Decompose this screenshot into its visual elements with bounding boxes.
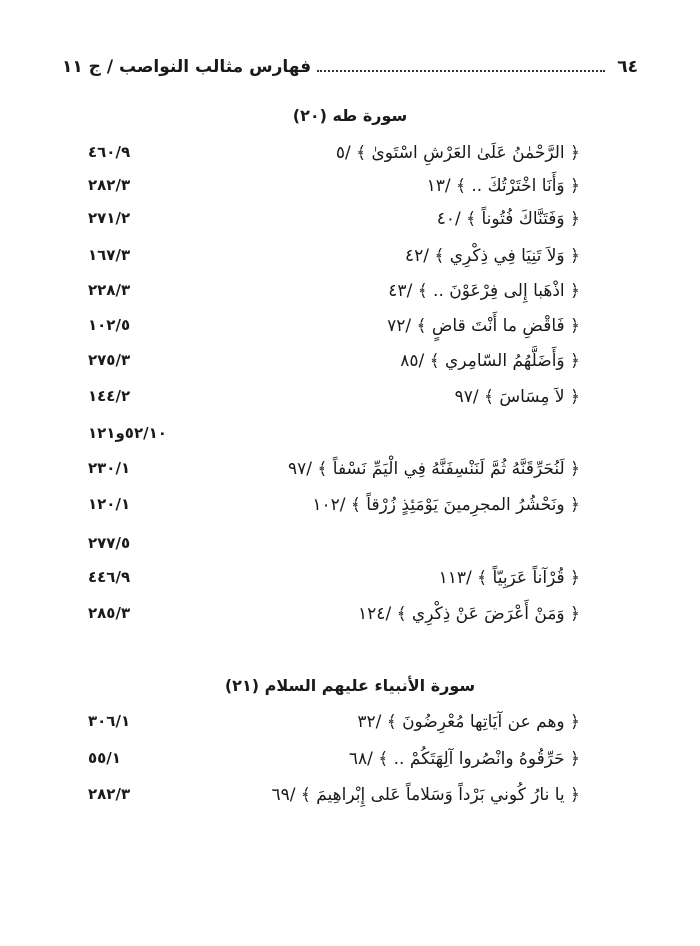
entry-reference: ١٦٧/٣ <box>88 246 131 264</box>
entry-verse: ﴿ ونَحْشُرُ المجرِمينَ يَوْمَئِذٍ زُرْقاً ﴾ /١٠٢ <box>312 494 580 515</box>
index-entry <box>88 273 580 307</box>
entry-reference: ٢٨٥/٣ <box>88 604 131 622</box>
index-entry <box>88 168 580 202</box>
entry-reference: ٢٨٢/٣ <box>88 785 131 803</box>
index-entry <box>88 343 580 377</box>
entry-reference: ٢٧٧/٥ <box>88 534 131 552</box>
section-title-anbiya: سورة الأنبياء عليهم السلام (٢١) <box>224 676 476 695</box>
index-entry <box>88 741 580 775</box>
entry-verse: ﴿ وَمَنْ أَعْرَضَ عَنْ ذِكْرِي ﴾ /١٢٤ <box>358 603 580 624</box>
entry-reference: ٥٥/١ <box>88 749 121 767</box>
entry-verse: ﴿ وهم عن آيَاتِها مُعْرِضُونَ ﴾ /٣٢ <box>357 711 580 732</box>
entry-verse: ﴿ فَاقْضِ ما أَنْتَ قاضٍ ﴾ /٧٢ <box>387 315 580 336</box>
index-entry <box>88 596 580 630</box>
index-entry <box>88 704 580 738</box>
entry-verse: ﴿ وَأَضَلَّهُمُ السّامِري ﴾ /٨٥ <box>400 350 580 371</box>
entry-reference: ٤٤٦/٩ <box>88 568 131 586</box>
entry-verse: ﴿ لَنُحَرِّقَنَّهُ ثُمَّ لَنَنْسِفَنَّهُ فِي الْيَمِّ نَسْفاً ﴾ /٩٧ <box>288 458 580 479</box>
entry-reference: ٢٧١/٢ <box>88 209 131 227</box>
page-number: ٦٤ <box>617 57 638 77</box>
index-entry <box>88 451 580 485</box>
index-entry <box>88 201 580 235</box>
running-title: فهارس مثالب النواصب / ج ١١ <box>62 57 312 77</box>
entry-verse: ﴿ لاَ مِسَاسَ ﴾ /٩٧ <box>454 386 580 407</box>
leader-dots <box>317 70 605 72</box>
entry-reference: ٢٨٢/٣ <box>88 176 131 194</box>
page-header <box>62 52 638 82</box>
entry-verse: ﴿ الرَّحْمٰنُ عَلَىٰ العَرْشِ اسْتَوىٰ ﴾ /٥ <box>335 142 580 163</box>
entry-verse: ﴿ وَأَنَا اخْتَرْتُكَ .. ﴾ /١٣ <box>426 175 580 196</box>
index-entry <box>88 416 580 450</box>
index-entry <box>88 238 580 272</box>
entry-reference: ٢٣٠/١ <box>88 459 131 477</box>
index-entry <box>88 777 580 811</box>
index-entry <box>88 526 580 560</box>
entry-reference: ١٠٢/٥ <box>88 316 131 334</box>
entry-reference: ٤٦٠/٩ <box>88 143 131 161</box>
entry-reference: ٥٢/١٠و١٢١ <box>88 424 167 442</box>
entry-reference: ١٤٤/٢ <box>88 387 131 405</box>
entry-verse: ﴿ يا نارُ كُوني بَرْداً وَسَلاماً عَلى إِبْراهِيمَ ﴾ /٦٩ <box>271 784 580 805</box>
index-entry <box>88 379 580 413</box>
entry-verse: ﴿ حَرِّقُوهُ وانْصُروا آلِهَتَكُمْ .. ﴾ /٦٨ <box>348 748 580 769</box>
section-title-taha: سورة طه (٢٠) <box>292 106 408 125</box>
entry-reference: ٣٠٦/١ <box>88 712 131 730</box>
index-entry <box>88 135 580 169</box>
entry-reference: ٢٢٨/٣ <box>88 281 131 299</box>
entry-verse: ﴿ قُرْآناً عَرَبِيّاً ﴾ /١١٣ <box>438 567 580 588</box>
index-entry <box>88 560 580 594</box>
index-entry <box>88 487 580 521</box>
entry-reference: ٢٧٥/٣ <box>88 351 131 369</box>
index-entry <box>88 308 580 342</box>
entry-reference: ١٢٠/١ <box>88 495 131 513</box>
entry-verse: ﴿ اذْهَبا إِلى فِرْعَوْنَ .. ﴾ /٤٣ <box>388 280 580 301</box>
entry-verse: ﴿ وَلاَ تَنِيَا فِي ذِكْرِي ﴾ /٤٢ <box>404 245 580 266</box>
entry-verse: ﴿ وَفَتَنَّاكَ فُتُوناً ﴾ /٤٠ <box>436 208 580 229</box>
